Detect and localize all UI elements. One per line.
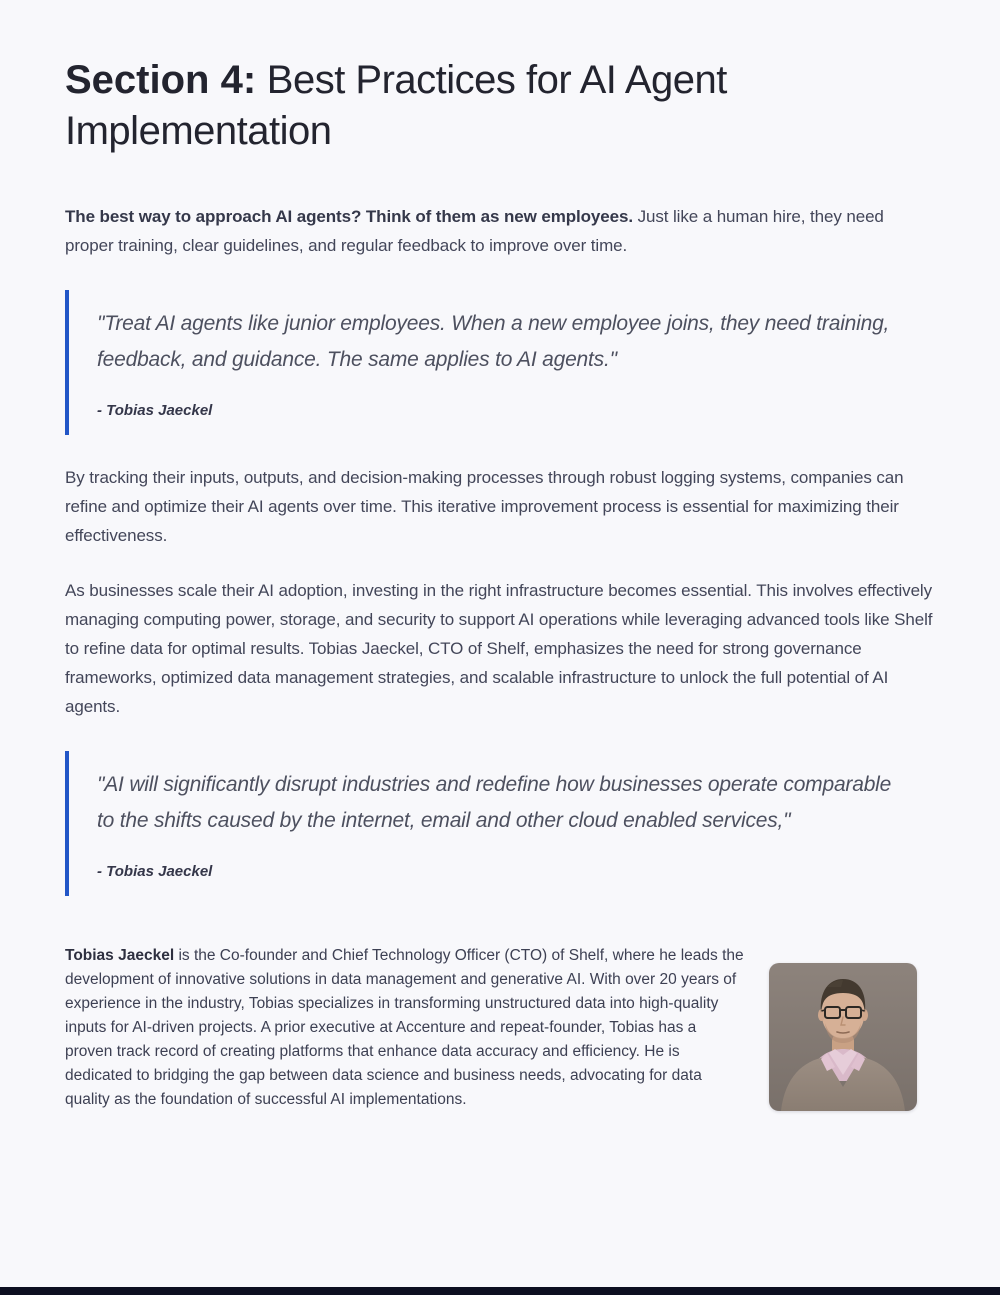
bottom-accent-bar xyxy=(0,1287,1000,1295)
intro-lead-bold: The best way to approach AI agents? Think of them as new employees. xyxy=(65,207,633,226)
pull-quote-1-attribution: - Tobias Jaeckel xyxy=(97,402,213,419)
author-portrait-photo xyxy=(769,963,917,1111)
intro-paragraph xyxy=(65,203,935,260)
pull-quote-1 xyxy=(65,290,935,435)
pull-quote-2-attribution: - Tobias Jaeckel xyxy=(97,863,213,880)
page-title-section-label: Section 4: xyxy=(65,58,257,102)
pull-quote-2 xyxy=(65,751,935,896)
body-paragraph-1: By tracking their inputs, outputs, and decision-making processes through robust logging systems, companies can refine and optimize their AI agents over time. This iterative improvement process is essential for maximizing their effectiveness. xyxy=(65,468,904,545)
author-name: Tobias Jaeckel xyxy=(65,947,175,964)
author-bio-section xyxy=(65,944,935,1112)
author-bio-text xyxy=(65,944,745,1112)
author-bio-body: is the Co-founder and Chief Technology Officer (CTO) of Shelf, where he leads the development of innovative solutions in data management and generative AI. With over 20 years of experience in the industry, Tobias specializes in transforming unstructured data into high-quality inputs for AI-driven projects. A prior executive at Accenture and repeat-founder, Tobias has a proven track record of creating platforms that enhance data accuracy and efficiency. He is dedicated to bridging the gap between data science and business needs, advocating for data quality as the foundation of successful AI implementations. xyxy=(65,947,744,1108)
portrait-illustration xyxy=(769,963,917,1111)
page-title-text: Best Practices for AI Agent Implementation xyxy=(65,58,727,153)
body-paragraph-2: As businesses scale their AI adoption, investing in the right infrastructure becomes essential. This involves effectively managing computing power, storage, and security to support AI operations while leveraging advanced tools like Shelf to refine data for optimal results. Tobias Jaeckel, CTO of Shelf, emphasizes the need for strong governance frameworks, optimized data management strategies, and scalable infrastructure to unlock the full potential of AI agents. xyxy=(65,581,933,716)
intro-lead-rest: Just like a human hire, they need proper training, clear guidelines, and regular feedback to improve over time. xyxy=(65,207,884,255)
pull-quote-1-text: "Treat AI agents like junior employees. When a new employee joins, they need training, feedback, and guidance. The same applies to AI agents." xyxy=(97,312,890,371)
page-title xyxy=(65,55,935,157)
pull-quote-2-text: "AI will significantly disrupt industries and redefine how businesses operate comparable to the shifts caused by the internet, email and other cloud enabled services," xyxy=(97,773,892,832)
